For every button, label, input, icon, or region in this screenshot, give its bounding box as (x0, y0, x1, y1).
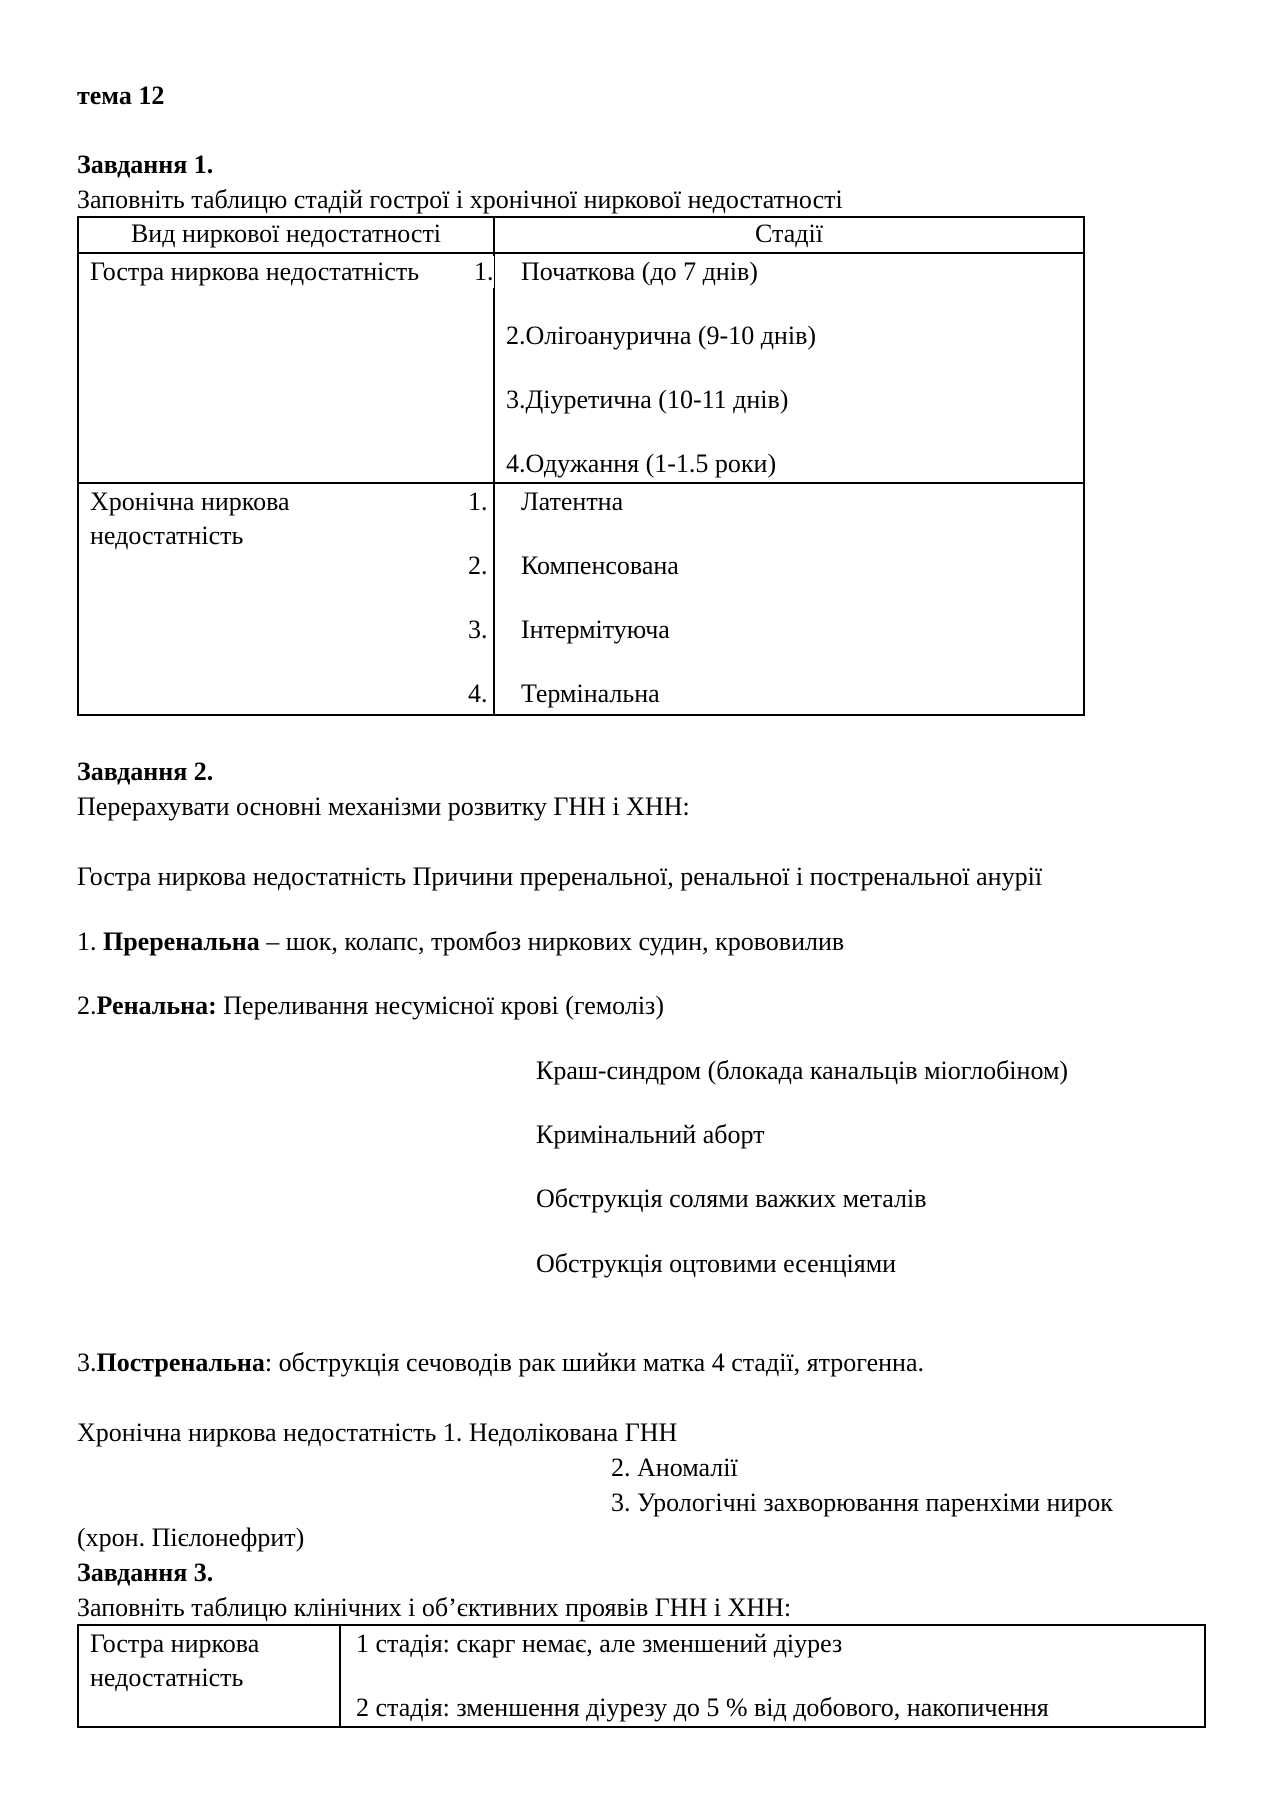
acute-causes-intro: Гостра ниркова недостатність Причини преренальної, ренальної і постренальної анурії (77, 862, 1043, 891)
table-header-stages: Стадії (494, 217, 1084, 253)
manifestations-stage-2: 2 стадія: зменшення діурезу до 5 % від добового, накопичення (356, 1693, 1049, 1722)
chronic-cause-item: 2. Аномалії (611, 1453, 738, 1482)
acute-stage-4: 4.Одужання (1-1.5 роки) (506, 449, 777, 478)
prerenal-line: 1. Преренальна – шок, колапс, тромбоз ниркових судин, крововилив (77, 927, 845, 956)
chronic-cause-item: 3. Урологічні захворювання паренхіми нирок (611, 1488, 1113, 1517)
table-row-acute (78, 253, 1084, 483)
table-header-row (78, 217, 1084, 253)
acute-stage-1: Початкова (до 7 днів) (521, 257, 758, 286)
stages-table (77, 216, 1085, 716)
chronic-stage-number-1: 1. (468, 487, 488, 516)
renal-item: Краш-синдром (блокада канальців міоглобіном) (536, 1056, 1069, 1085)
chronic-stage-2: Компенсована (521, 551, 679, 580)
postrenal-line: 3.Постренальна: обструкція сечоводів рак шийки матка 4 стадії, ятрогенна. (77, 1348, 925, 1377)
task3-heading: Завдання 3. (77, 1558, 214, 1587)
task2-heading: Завдання 2. (77, 757, 214, 786)
chronic-stage-4: Термінальна (521, 679, 660, 708)
task3-instruction: Заповніть таблицю клінічних і об’єктивних проявів ГНН і ХНН: (77, 1593, 792, 1622)
chronic-stage-3: Інтермітуюча (521, 615, 670, 644)
chronic-type-line1: Хронічна ниркова (90, 487, 290, 516)
manifestations-type-line2: недостатність (90, 1663, 244, 1692)
chronic-causes-intro: Хронічна ниркова недостатність 1. Недолікована ГНН (77, 1418, 678, 1447)
chronic-stage-1: Латентна (521, 487, 624, 516)
renal-item: Обструкція оцтовими есенціями (536, 1249, 897, 1278)
renal-item: Кримінальний аборт (536, 1120, 765, 1149)
table-row-acute-manifestations (78, 1625, 1205, 1727)
manifestations-type-line1: Гостра ниркова (90, 1629, 260, 1658)
acute-type: Гостра ниркова недостатність (90, 257, 420, 286)
topic-title: тема 12 (77, 81, 165, 110)
chronic-cause-tail: (хрон. Пієлонефрит) (77, 1523, 305, 1552)
table-row-chronic (78, 483, 1084, 715)
chronic-stage-number-4: 4. (468, 679, 488, 708)
renal-item: Обструкція солями важких металів (536, 1184, 927, 1213)
task2-instruction: Перерахувати основні механізми розвитку ГНН і ХНН: (77, 792, 690, 821)
manifestations-table (77, 1624, 1206, 1728)
task1-heading: Завдання 1. (77, 150, 214, 179)
task1-instruction: Заповніть таблицю стадій гострої і хронічної ниркової недостатності (77, 185, 843, 214)
manifestations-stage-1: 1 стадія: скарг немає, але зменшений діурез (356, 1629, 843, 1658)
acute-stage-3: 3.Діуретична (10-11 днів) (506, 385, 789, 414)
table-header-type: Вид ниркової недостатності (78, 217, 494, 253)
renal-line: 2.Ренальна: Переливання несумісної крові (гемоліз) (77, 991, 664, 1020)
chronic-stage-number-2: 2. (468, 551, 488, 580)
chronic-stage-number-3: 3. (468, 615, 488, 644)
acute-stage-2: 2.Олігоанурична (9-10 днів) (506, 321, 817, 350)
acute-stage-number-1: 1. (474, 257, 494, 286)
chronic-type-line2: недостатність (90, 521, 244, 550)
